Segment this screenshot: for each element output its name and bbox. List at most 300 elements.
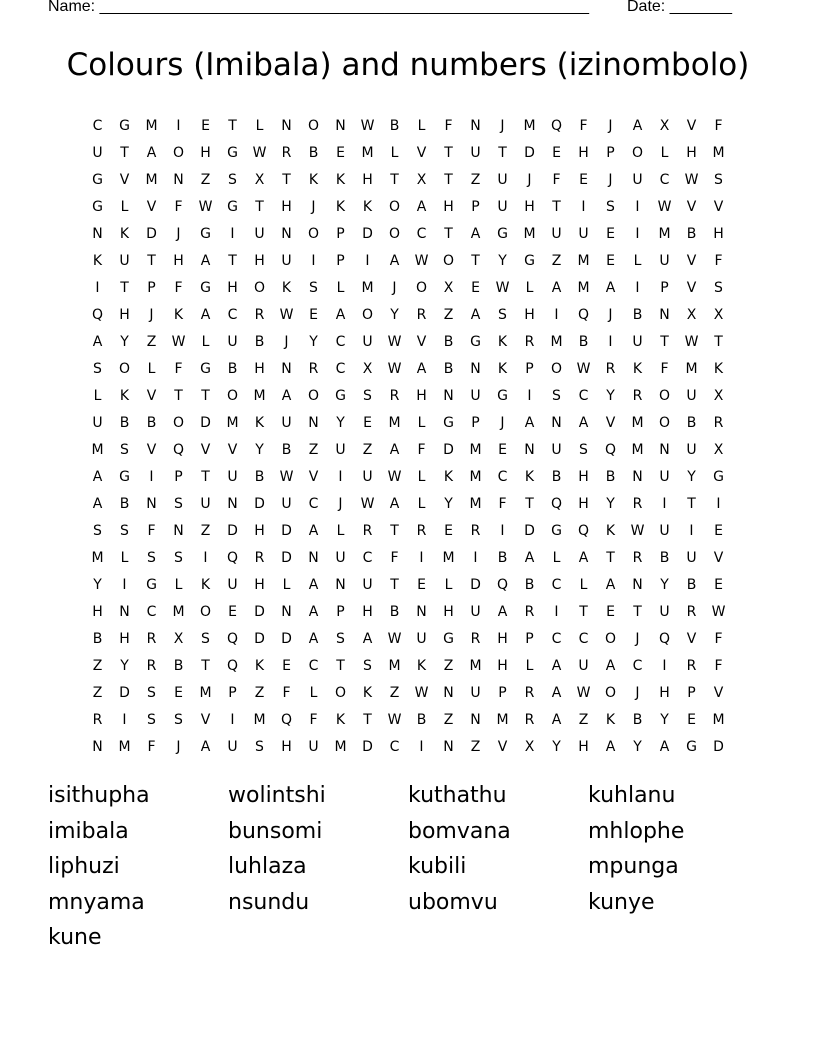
- grid-letter: M: [523, 225, 536, 242]
- grid-letter: H: [254, 252, 265, 269]
- grid-letter: M: [388, 414, 401, 431]
- grid-letter: A: [308, 603, 319, 620]
- grid-letter: U: [227, 738, 238, 755]
- grid-letter: M: [469, 441, 482, 458]
- grid-letter: T: [444, 144, 453, 161]
- grid-letter: G: [92, 198, 103, 215]
- grid-letter: I: [635, 279, 640, 296]
- grid-letter: J: [500, 117, 505, 134]
- grid-letter: B: [524, 576, 535, 593]
- grid-letter: V: [308, 468, 319, 485]
- grid-letter: T: [336, 657, 345, 674]
- grid-letter: Z: [362, 441, 373, 458]
- grid-letter: N: [551, 414, 562, 431]
- grid-letter: M: [253, 711, 266, 728]
- grid-letter: T: [201, 657, 210, 674]
- grid-letter: Y: [120, 333, 129, 350]
- grid-letter: L: [390, 144, 399, 161]
- grid-letter: N: [173, 171, 184, 188]
- grid-letter: A: [308, 630, 319, 647]
- grid-letter: U: [578, 657, 589, 674]
- grid-letter: N: [281, 225, 292, 242]
- grid-letter: L: [309, 684, 318, 701]
- grid-letter: I: [635, 225, 640, 242]
- grid-letter: M: [577, 279, 590, 296]
- grid-letter: U: [227, 468, 238, 485]
- grid-letter: U: [470, 684, 481, 701]
- grid-letter: H: [227, 279, 238, 296]
- grid-letter: T: [390, 522, 399, 539]
- grid-letter: M: [145, 171, 158, 188]
- grid-letter: S: [363, 387, 372, 404]
- grid-letter: L: [201, 333, 210, 350]
- word-list-item: wolintshi: [228, 783, 326, 809]
- grid-letter: B: [497, 549, 508, 566]
- grid-letter: R: [470, 630, 481, 647]
- grid-letter: T: [498, 144, 507, 161]
- grid-letter: K: [713, 360, 724, 377]
- grid-letter: G: [524, 252, 535, 269]
- grid-letter: V: [497, 738, 508, 755]
- grid-letter: M: [388, 657, 401, 674]
- grid-letter: D: [281, 630, 292, 647]
- grid-letter: B: [281, 441, 292, 458]
- grid-letter: N: [92, 225, 103, 242]
- grid-letter: L: [417, 495, 426, 512]
- grid-letter: D: [200, 414, 211, 431]
- header: [48, 0, 748, 20]
- grid-letter: J: [635, 684, 640, 701]
- grid-letter: D: [443, 441, 454, 458]
- grid-letter: D: [254, 630, 265, 647]
- grid-letter: E: [714, 576, 723, 593]
- grid-letter: F: [714, 252, 723, 269]
- grid-letter: V: [200, 441, 211, 458]
- grid-letter: A: [92, 495, 103, 512]
- grid-letter: A: [605, 279, 616, 296]
- grid-letter: H: [119, 306, 130, 323]
- grid-letter: S: [174, 549, 183, 566]
- grid-letter: N: [443, 738, 454, 755]
- grid-letter: M: [712, 144, 725, 161]
- grid-letter: P: [336, 225, 345, 242]
- word-list-item: kuhlanu: [588, 783, 676, 809]
- word-list-item: imibala: [48, 818, 129, 844]
- grid-letter: G: [335, 387, 346, 404]
- grid-letter: T: [552, 198, 561, 215]
- grid-letter: F: [714, 630, 723, 647]
- grid-letter: J: [311, 198, 316, 215]
- grid-letter: G: [443, 414, 454, 431]
- grid-letter: X: [524, 738, 535, 755]
- grid-letter: M: [334, 738, 347, 755]
- grid-letter: O: [361, 306, 374, 323]
- grid-letter: V: [416, 333, 427, 350]
- grid-letter: E: [714, 522, 723, 539]
- grid-letter: M: [469, 495, 482, 512]
- grid-letter: T: [606, 549, 615, 566]
- grid-letter: Y: [606, 387, 615, 404]
- grid-letter: H: [578, 468, 589, 485]
- grid-letter: Q: [577, 522, 590, 539]
- grid-letter: M: [469, 468, 482, 485]
- grid-letter: D: [470, 576, 481, 593]
- grid-letter: A: [578, 414, 589, 431]
- grid-letter: K: [497, 333, 508, 350]
- grid-letter: E: [363, 414, 372, 431]
- grid-letter: Y: [390, 306, 399, 323]
- grid-letter: S: [93, 360, 102, 377]
- grid-letter: H: [362, 603, 373, 620]
- grid-letter: K: [497, 360, 508, 377]
- grid-letter: M: [145, 117, 158, 134]
- grid-letter: I: [365, 252, 370, 269]
- grid-letter: X: [713, 441, 724, 458]
- grid-letter: R: [524, 684, 535, 701]
- grid-letter: W: [279, 468, 294, 485]
- grid-letter: S: [228, 171, 237, 188]
- grid-letter: H: [173, 252, 184, 269]
- grid-letter: R: [524, 711, 535, 728]
- grid-letter: N: [308, 549, 319, 566]
- grid-letter: L: [336, 522, 345, 539]
- grid-letter: L: [336, 279, 345, 296]
- grid-letter: H: [254, 522, 265, 539]
- grid-letter: M: [523, 117, 536, 134]
- grid-letter: A: [416, 198, 427, 215]
- grid-letter: Z: [200, 171, 211, 188]
- grid-letter: F: [309, 711, 318, 728]
- grid-letter: S: [174, 711, 183, 728]
- grid-letter: T: [255, 198, 264, 215]
- grid-letter: U: [551, 225, 562, 242]
- grid-letter: Z: [443, 657, 454, 674]
- grid-letter: W: [630, 522, 645, 539]
- grid-letter: L: [552, 549, 561, 566]
- grid-letter: L: [525, 657, 534, 674]
- grid-letter: U: [470, 603, 481, 620]
- grid-letter: G: [227, 198, 238, 215]
- grid-letter: C: [416, 225, 427, 242]
- grid-letter: Z: [308, 441, 319, 458]
- grid-letter: C: [308, 657, 319, 674]
- grid-letter: O: [604, 684, 617, 701]
- grid-letter: N: [470, 117, 481, 134]
- grid-letter: S: [498, 306, 507, 323]
- grid-letter: O: [658, 414, 671, 431]
- grid-letter: H: [119, 630, 130, 647]
- grid-letter: R: [686, 657, 697, 674]
- grid-letter: T: [525, 495, 534, 512]
- grid-letter: V: [119, 171, 130, 188]
- grid-letter: U: [92, 144, 103, 161]
- grid-letter: U: [362, 333, 373, 350]
- grid-letter: I: [608, 333, 613, 350]
- grid-letter: C: [335, 360, 346, 377]
- grid-letter: L: [282, 576, 291, 593]
- grid-letter: H: [254, 576, 265, 593]
- grid-letter: I: [419, 549, 424, 566]
- grid-letter: D: [281, 549, 292, 566]
- grid-letter: I: [203, 549, 208, 566]
- word-list-item: nsundu: [228, 889, 310, 915]
- grid-letter: X: [713, 306, 724, 323]
- grid-letter: K: [605, 522, 616, 539]
- word-list-item: mhlophe: [588, 818, 685, 844]
- grid-letter: S: [714, 171, 723, 188]
- grid-letter: M: [361, 279, 374, 296]
- grid-letter: E: [228, 603, 237, 620]
- grid-letter: H: [713, 225, 724, 242]
- grid-letter: V: [416, 144, 427, 161]
- grid-letter: G: [497, 225, 508, 242]
- grid-letter: F: [714, 657, 723, 674]
- grid-letter: T: [390, 171, 399, 188]
- grid-letter: H: [659, 684, 670, 701]
- grid-letter: O: [604, 630, 617, 647]
- grid-letter: Y: [633, 738, 642, 755]
- grid-letter: F: [579, 117, 588, 134]
- grid-letter: K: [335, 171, 346, 188]
- grid-letter: N: [659, 441, 670, 458]
- grid-letter: O: [658, 387, 671, 404]
- grid-letter: R: [632, 549, 643, 566]
- grid-letter: B: [389, 603, 400, 620]
- grid-letter: A: [524, 549, 535, 566]
- grid-letter: U: [200, 495, 211, 512]
- grid-letter: P: [660, 279, 669, 296]
- grid-letter: Q: [226, 630, 239, 647]
- grid-letter: E: [606, 603, 615, 620]
- grid-letter: A: [389, 441, 400, 458]
- grid-letter: C: [497, 468, 508, 485]
- grid-letter: R: [281, 144, 292, 161]
- grid-letter: K: [335, 711, 346, 728]
- grid-letter: A: [200, 738, 211, 755]
- word-list-item: kuthathu: [408, 783, 507, 809]
- grid-letter: P: [471, 198, 480, 215]
- grid-letter: J: [284, 333, 289, 350]
- grid-letter: M: [91, 549, 104, 566]
- grid-letter: N: [443, 684, 454, 701]
- grid-letter: G: [119, 117, 130, 134]
- grid-letter: F: [552, 171, 561, 188]
- grid-letter: R: [632, 387, 643, 404]
- grid-letter: X: [416, 171, 427, 188]
- grid-letter: X: [686, 306, 697, 323]
- grid-letter: R: [92, 711, 103, 728]
- grid-letter: E: [471, 279, 480, 296]
- grid-letter: I: [473, 549, 478, 566]
- grid-letter: A: [605, 657, 616, 674]
- grid-letter: N: [470, 711, 481, 728]
- grid-letter: C: [551, 630, 562, 647]
- grid-letter: N: [524, 441, 535, 458]
- grid-letter: B: [254, 333, 265, 350]
- grid-letter: A: [524, 414, 535, 431]
- grid-letter: W: [495, 279, 510, 296]
- grid-letter: W: [387, 333, 402, 350]
- grid-letter: U: [686, 441, 697, 458]
- grid-letter: E: [687, 711, 696, 728]
- grid-letter: J: [608, 171, 613, 188]
- grid-letter: Y: [336, 414, 345, 431]
- grid-letter: Q: [91, 306, 104, 323]
- grid-letter: W: [171, 333, 186, 350]
- grid-letter: R: [686, 603, 697, 620]
- word-search-grid: [84, 112, 732, 760]
- grid-letter: D: [119, 684, 130, 701]
- word-list-item: liphuzi: [48, 854, 120, 880]
- grid-letter: G: [200, 360, 211, 377]
- grid-letter: W: [576, 684, 591, 701]
- grid-letter: U: [416, 630, 427, 647]
- grid-letter: J: [176, 738, 181, 755]
- grid-letter: I: [716, 495, 721, 512]
- grid-letter: O: [172, 414, 185, 431]
- grid-letter: K: [281, 279, 292, 296]
- grid-letter: P: [606, 144, 615, 161]
- grid-letter: K: [119, 387, 130, 404]
- grid-letter: R: [254, 306, 265, 323]
- grid-letter: L: [417, 117, 426, 134]
- grid-letter: U: [92, 414, 103, 431]
- grid-letter: P: [228, 684, 237, 701]
- grid-letter: R: [308, 360, 319, 377]
- grid-letter: X: [362, 360, 373, 377]
- grid-letter: U: [227, 333, 238, 350]
- grid-letter: H: [281, 198, 292, 215]
- grid-letter: V: [713, 198, 724, 215]
- grid-letter: U: [632, 333, 643, 350]
- grid-letter: O: [550, 360, 563, 377]
- grid-letter: K: [92, 252, 103, 269]
- grid-letter: Q: [658, 630, 671, 647]
- grid-letter: P: [498, 684, 507, 701]
- grid-letter: B: [254, 468, 265, 485]
- grid-letter: S: [147, 711, 156, 728]
- grid-letter: O: [307, 387, 320, 404]
- grid-letter: R: [416, 306, 427, 323]
- grid-letter: O: [442, 252, 455, 269]
- grid-letter: G: [470, 333, 481, 350]
- grid-letter: Y: [120, 657, 129, 674]
- grid-letter: A: [362, 630, 373, 647]
- grid-letter: Z: [470, 738, 481, 755]
- grid-letter: F: [174, 279, 183, 296]
- grid-letter: G: [497, 387, 508, 404]
- grid-letter: I: [95, 279, 100, 296]
- grid-letter: B: [686, 414, 697, 431]
- grid-letter: R: [605, 360, 616, 377]
- grid-letter: S: [552, 387, 561, 404]
- grid-letter: U: [686, 549, 697, 566]
- grid-letter: H: [524, 198, 535, 215]
- grid-letter: R: [470, 522, 481, 539]
- date-field-label: Date: _______: [627, 0, 732, 15]
- grid-letter: L: [120, 198, 129, 215]
- grid-letter: U: [362, 576, 373, 593]
- grid-letter: E: [444, 522, 453, 539]
- grid-letter: M: [199, 684, 212, 701]
- grid-letter: I: [230, 225, 235, 242]
- grid-letter: G: [443, 630, 454, 647]
- grid-letter: U: [497, 198, 508, 215]
- grid-letter: S: [606, 198, 615, 215]
- grid-letter: E: [498, 441, 507, 458]
- grid-letter: A: [551, 684, 562, 701]
- grid-letter: N: [119, 603, 130, 620]
- grid-letter: N: [227, 495, 238, 512]
- grid-letter: V: [146, 198, 157, 215]
- grid-letter: F: [660, 360, 669, 377]
- grid-letter: K: [335, 198, 346, 215]
- grid-letter: L: [147, 360, 156, 377]
- grid-letter: B: [173, 657, 184, 674]
- word-list-item: mpunga: [588, 854, 679, 880]
- grid-letter: V: [686, 252, 697, 269]
- grid-letter: B: [92, 630, 103, 647]
- grid-letter: N: [146, 495, 157, 512]
- grid-letter: B: [686, 225, 697, 242]
- grid-letter: D: [254, 495, 265, 512]
- grid-letter: H: [416, 387, 427, 404]
- grid-letter: F: [444, 117, 453, 134]
- grid-letter: O: [118, 360, 131, 377]
- grid-letter: R: [416, 522, 427, 539]
- grid-letter: I: [554, 603, 559, 620]
- grid-letter: V: [713, 549, 724, 566]
- grid-letter: I: [176, 117, 181, 134]
- grid-letter: H: [578, 144, 589, 161]
- grid-letter: Q: [550, 495, 563, 512]
- grid-letter: Z: [146, 333, 157, 350]
- word-list-item: kunye: [588, 889, 655, 915]
- grid-letter: Z: [443, 306, 454, 323]
- grid-letter: S: [147, 549, 156, 566]
- grid-letter: D: [281, 522, 292, 539]
- grid-letter: A: [632, 117, 643, 134]
- grid-letter: E: [417, 576, 426, 593]
- grid-letter: V: [227, 441, 238, 458]
- grid-letter: N: [308, 414, 319, 431]
- grid-letter: E: [282, 657, 291, 674]
- grid-letter: J: [392, 279, 397, 296]
- grid-letter: U: [659, 522, 670, 539]
- grid-letter: T: [174, 387, 183, 404]
- grid-letter: B: [119, 495, 130, 512]
- grid-letter: E: [579, 171, 588, 188]
- grid-letter: L: [633, 252, 642, 269]
- grid-letter: A: [470, 306, 481, 323]
- page-title: Colours (Imibala) and numbers (izinombolo): [66, 47, 750, 83]
- grid-letter: A: [416, 360, 427, 377]
- grid-letter: U: [659, 252, 670, 269]
- grid-letter: A: [200, 306, 211, 323]
- grid-letter: I: [419, 738, 424, 755]
- grid-letter: K: [119, 225, 130, 242]
- grid-letter: F: [714, 117, 723, 134]
- grid-letter: M: [469, 657, 482, 674]
- grid-letter: I: [554, 306, 559, 323]
- grid-letter: U: [281, 252, 292, 269]
- grid-letter: C: [389, 738, 400, 755]
- grid-letter: Z: [578, 711, 589, 728]
- grid-letter: U: [227, 576, 238, 593]
- grid-letter: V: [200, 711, 211, 728]
- grid-letter: C: [551, 576, 562, 593]
- grid-letter: X: [443, 279, 454, 296]
